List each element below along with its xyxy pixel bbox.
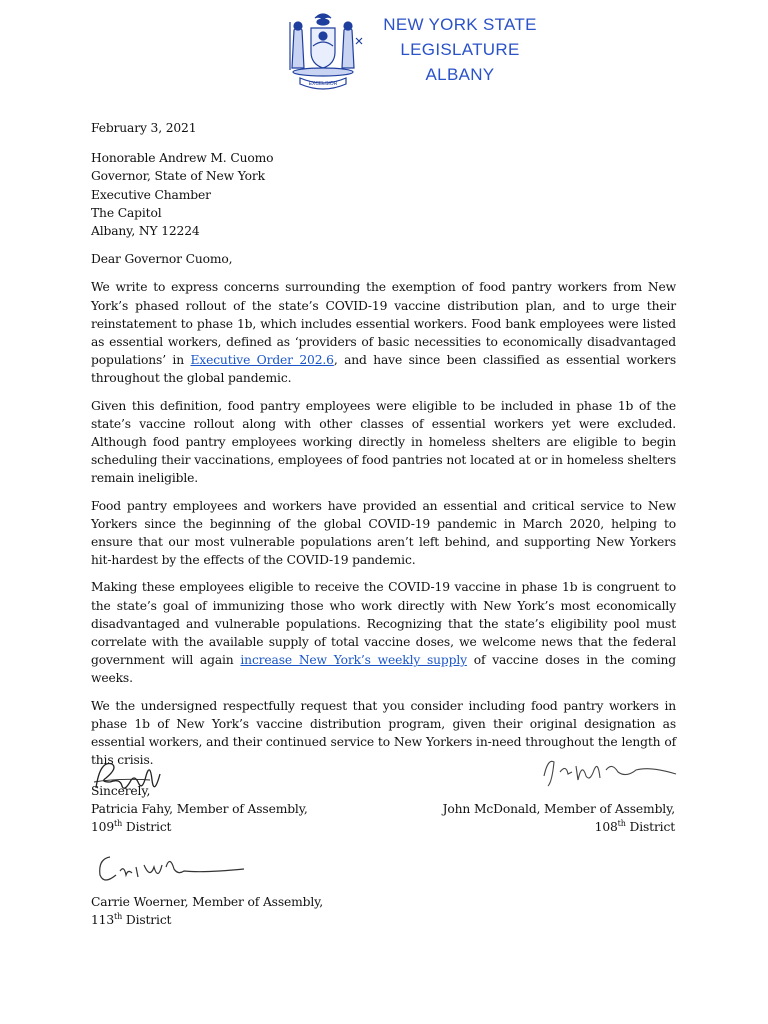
letterhead-title <box>360 12 560 87</box>
address-line: Albany, NY 12224 <box>91 224 200 239</box>
paragraph-text: of vaccine doses in the coming weeks. <box>91 653 676 686</box>
letterhead <box>0 0 768 100</box>
letterhead-line-1: NEW YORK STATE <box>383 15 537 34</box>
address-line: Honorable Andrew M. Cuomo <box>91 151 274 166</box>
signer-name: John McDonald, Member of Assembly, <box>442 802 675 816</box>
letter-body <box>91 119 676 800</box>
signer-name: Patricia Fahy, Member of Assembly, <box>91 802 308 816</box>
letterhead-line-3: ALBANY <box>425 65 495 84</box>
paragraph-3: Food pantry employees and workers have provided an essential and critical service to New Yorkers since the beginning of the global COVID-19 pandemic in March 2020, helping to ensure that our most vulnerable populations aren’t left behind, and supporting New Yorkers hit-hardest by the effects of the COVID-19 pandemic. <box>91 498 676 568</box>
paragraph-1 <box>91 278 676 387</box>
address-line: The Capitol <box>91 205 162 220</box>
signer-block-mcdonald <box>376 800 675 836</box>
paragraph-4 <box>91 578 676 687</box>
closing: Sincerely, <box>91 783 151 798</box>
signer-district: 109th District <box>91 819 172 835</box>
signature-woerner <box>94 845 254 890</box>
signer-block-woerner <box>91 893 323 929</box>
paragraph-5: We the undersigned respectfully request that you consider including food pantry workers in phase 1b of New York’s vaccine distribution program, given their original designation as essential workers, and their continued service to New Yorkers in-need throughout the length of this crisis. <box>91 698 676 768</box>
weekly-supply-link[interactable]: increase New York’s weekly supply <box>240 653 467 668</box>
signature-fahy <box>90 752 170 802</box>
signature-mcdonald <box>540 752 680 792</box>
new-york-state-seal-icon <box>278 8 368 94</box>
letterhead-line-2: LEGISLATURE <box>400 40 520 59</box>
signer-block-fahy <box>91 800 308 836</box>
salutation: Dear Governor Cuomo, <box>91 252 233 267</box>
seal-motto: EXCELSIOR <box>308 81 338 87</box>
signer-district: 113th District <box>91 912 172 928</box>
paragraph-text: , and have since been classified as essential workers throughout the global pandemic. <box>91 353 676 386</box>
paragraph-2: Given this definition, food pantry employees were eligible to be included in phase 1b of the state’s vaccine rollout along with other classes of essential workers yet were excluded. Although food pantry employees working directly in homeless shelters are eligible to begin scheduling their vaccinations, employees of food pantries not located at or in homeless shelters remain ineligible. <box>91 398 676 486</box>
paragraph-text: We write to express concerns surrounding the exemption of food pantry workers from New York’s phased rollout of the state’s COVID-19 vaccine distribution plan, and to urge their reinstatement to phase 1b, which includes essential workers. Food bank employees were listed as essential workers, defined as ‘providers of basic necessities to economically disadvantaged populations’ in <box>91 280 676 368</box>
paragraph-text: Making these employees eligible to receive the COVID-19 vaccine in phase 1b is congruent to the state’s goal of immunizing those who work directly with New York’s most economically disadvantaged and vulnerable populations. Recognizing that the state’s eligibility pool must correlate with the available supply of total vaccine doses, we welcome news that the federal government will again <box>91 580 676 668</box>
signer-name: Carrie Woerner, Member of Assembly, <box>91 895 324 909</box>
address-line: Governor, State of New York <box>91 169 265 184</box>
executive-order-link[interactable]: Executive Order 202.6 <box>190 353 334 368</box>
address-line: Executive Chamber <box>91 187 211 202</box>
recipient-address <box>91 149 676 240</box>
letter-date: February 3, 2021 <box>91 121 197 135</box>
signer-district: 108th District <box>594 819 675 835</box>
